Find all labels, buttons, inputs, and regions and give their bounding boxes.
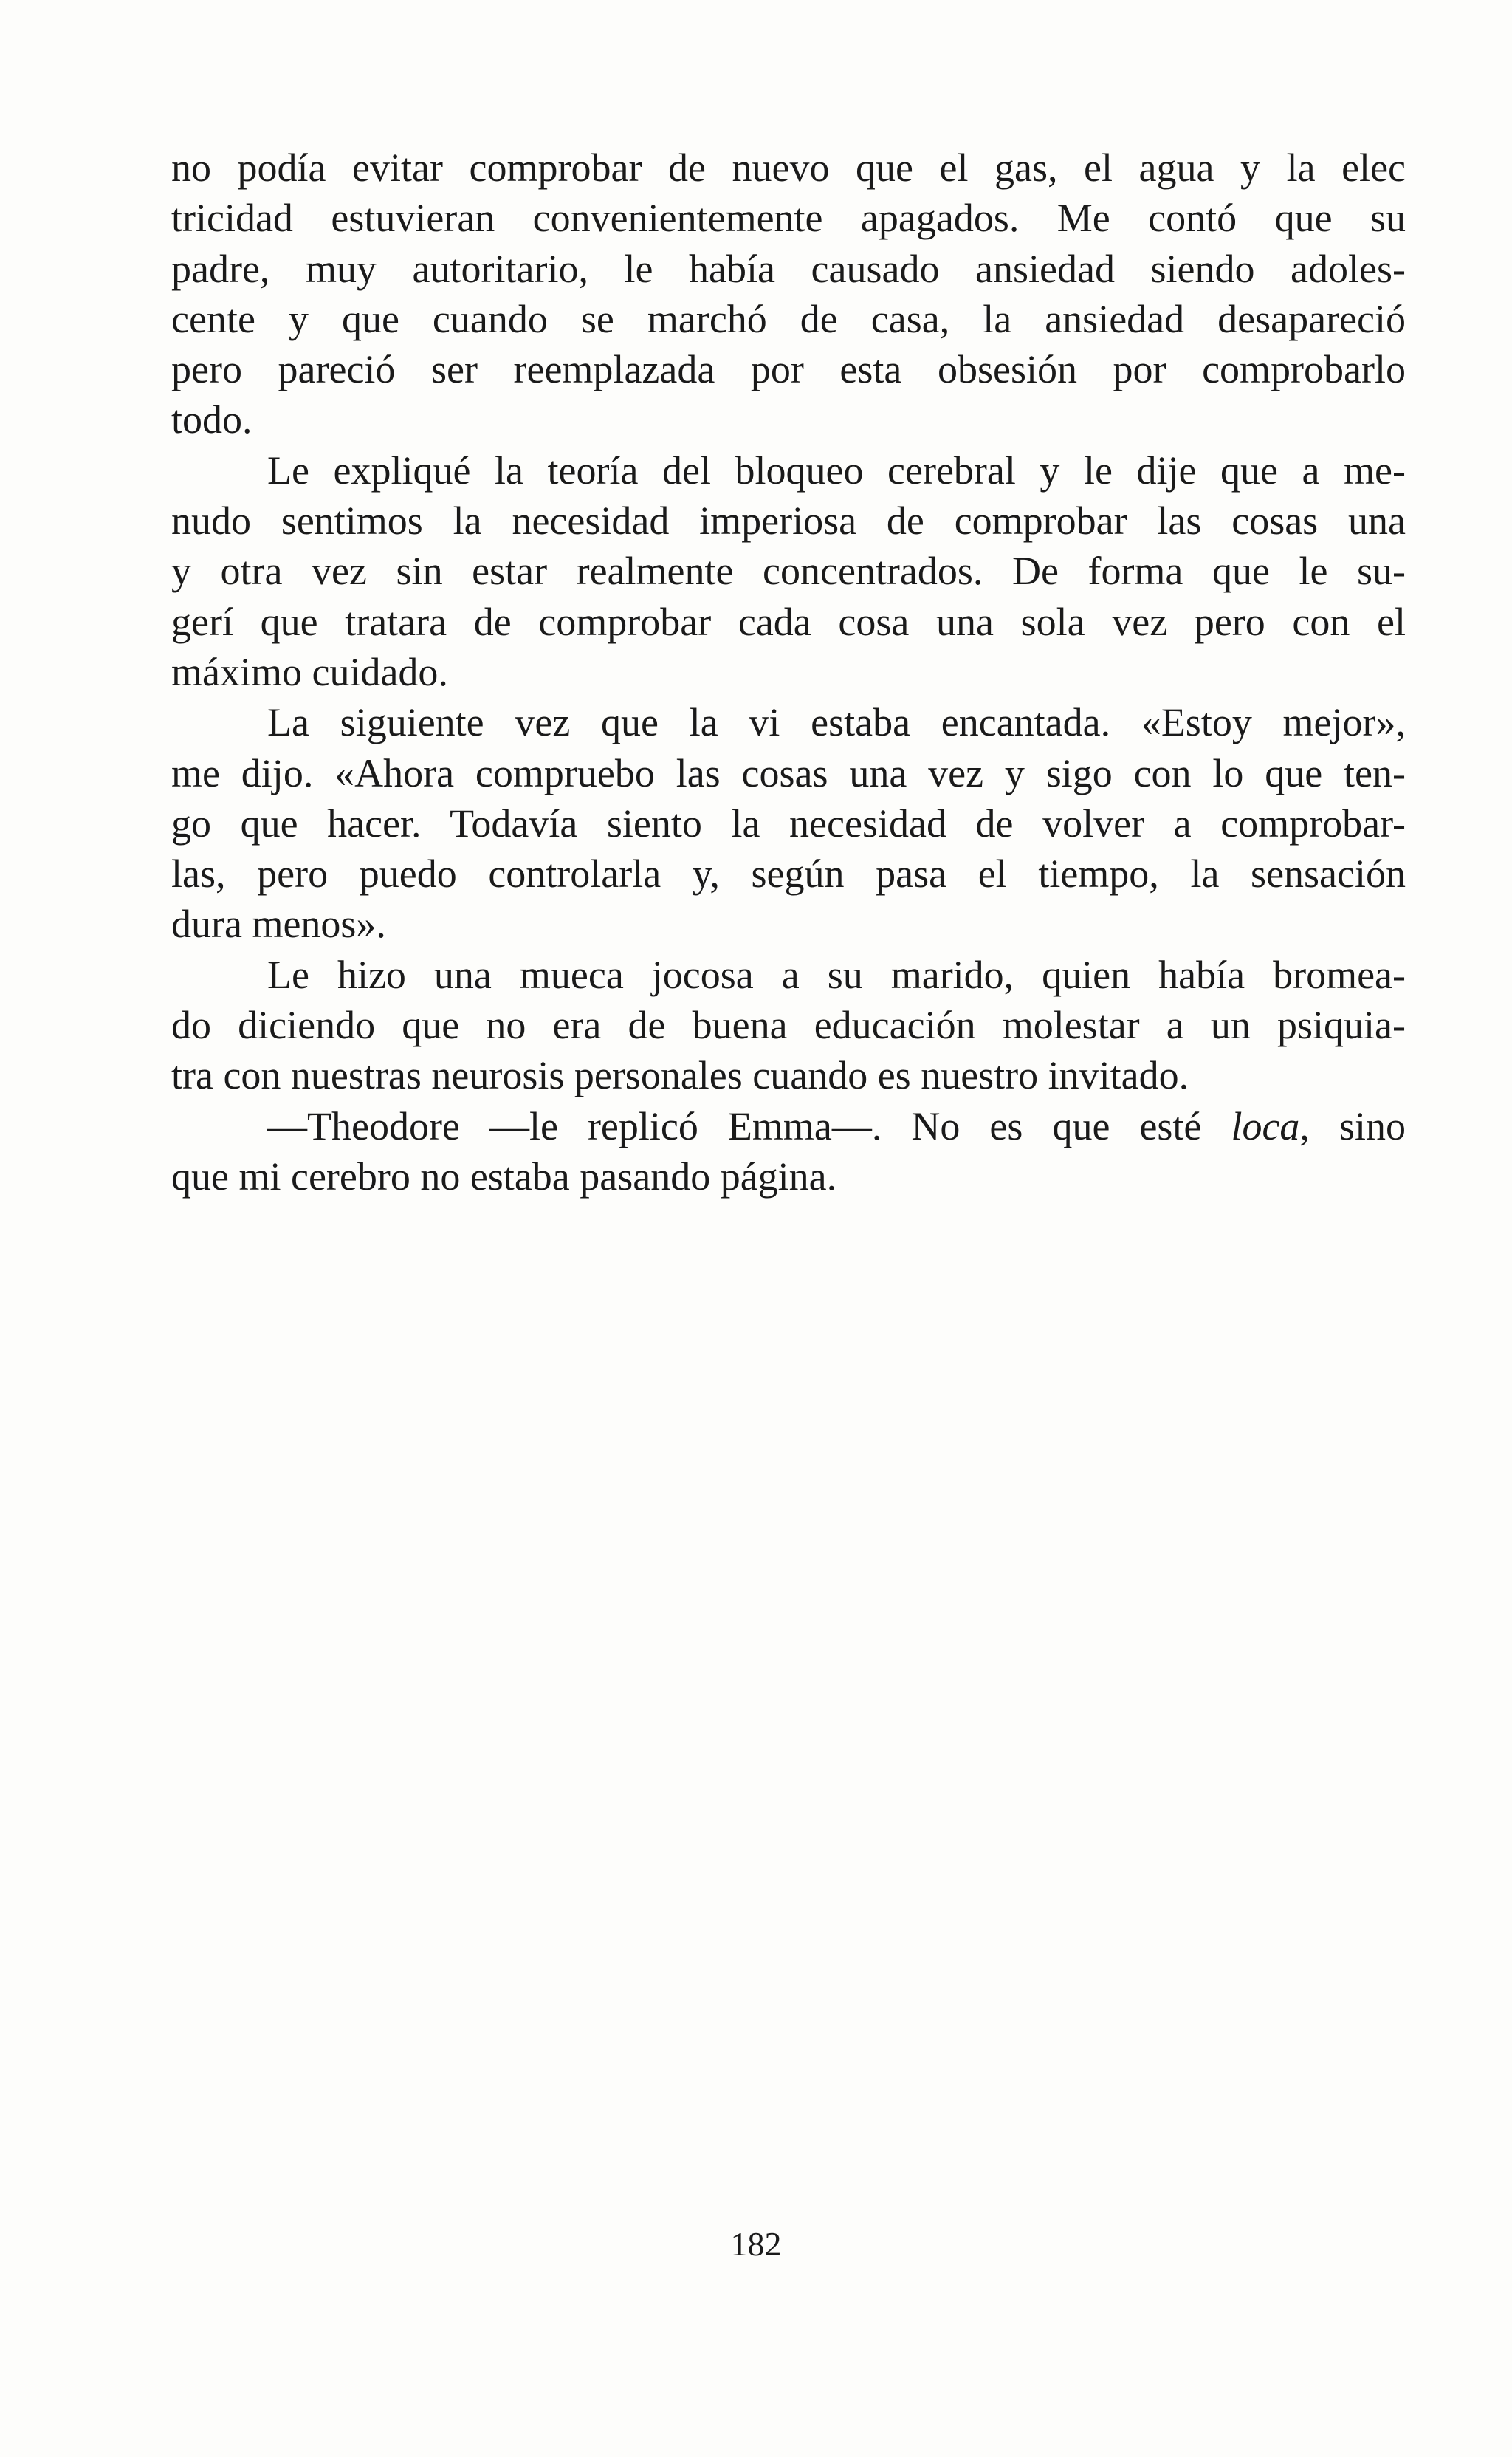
text-line: padre, muy autoritario, le había causado ansiedad siendo adoles-	[171, 246, 1406, 291]
text-line: que mi cerebro no estaba pasando página.	[171, 1154, 837, 1199]
text-line: go que hacer. Todavía siento la necesidad de volver a comprobar-	[171, 801, 1406, 846]
text-line: Le hizo una mueca jocosa a su marido, quien había bromea-	[267, 952, 1406, 997]
text-run: , sino	[1299, 1103, 1406, 1148]
body-text	[171, 143, 1406, 1202]
text-run: —Theodore —le replicó Emma—. No es que esté	[267, 1103, 1231, 1148]
paragraph-4	[171, 950, 1406, 1101]
paragraph-1	[171, 143, 1406, 445]
text-line: cente y que cuando se marchó de casa, la ansiedad desapareció	[171, 296, 1406, 341]
text-line: me dijo. «Ahora compruebo las cosas una vez y sigo con lo que ten-	[171, 750, 1406, 795]
text-line: máximo cuidado.	[171, 649, 448, 694]
text-line: pero pareció ser reemplazada por esta obsesión por comprobarlo	[171, 347, 1406, 392]
text-line: tra con nuestras neurosis personales cuando es nuestro invitado.	[171, 1053, 1189, 1098]
text-line: nudo sentimos la necesidad imperiosa de comprobar las cosas una	[171, 498, 1406, 544]
text-line: do diciendo que no era de buena educación molestar a un psiquia-	[171, 1003, 1406, 1048]
paragraph-2	[171, 445, 1406, 697]
text-line	[171, 1101, 1406, 1151]
text-line: dura menos».	[171, 902, 386, 947]
text-line: todo.	[171, 397, 252, 442]
italic-word: loca	[1231, 1103, 1300, 1148]
text-line: tricidad estuvieran convenientemente apagados. Me contó que su	[171, 196, 1406, 241]
page-number: 182	[730, 2225, 782, 2263]
text-line: La siguiente vez que la vi estaba encantada. «Estoy mejor»,	[267, 700, 1406, 745]
paragraph-3	[171, 697, 1406, 949]
text-line: gerí que tratara de comprobar cada cosa una sola vez pero con el	[171, 599, 1406, 644]
paragraph-5	[171, 1101, 1406, 1202]
text-line: y otra vez sin estar realmente concentrados. De forma que le su-	[171, 549, 1406, 594]
text-line: no podía evitar comprobar de nuevo que el gas, el agua y la elec	[171, 145, 1406, 190]
text-line: Le expliqué la teoría del bloqueo cerebral y le dije que a me-	[267, 448, 1406, 493]
text-line: las, pero puedo controlarla y, según pasa el tiempo, la sensación	[171, 851, 1406, 897]
